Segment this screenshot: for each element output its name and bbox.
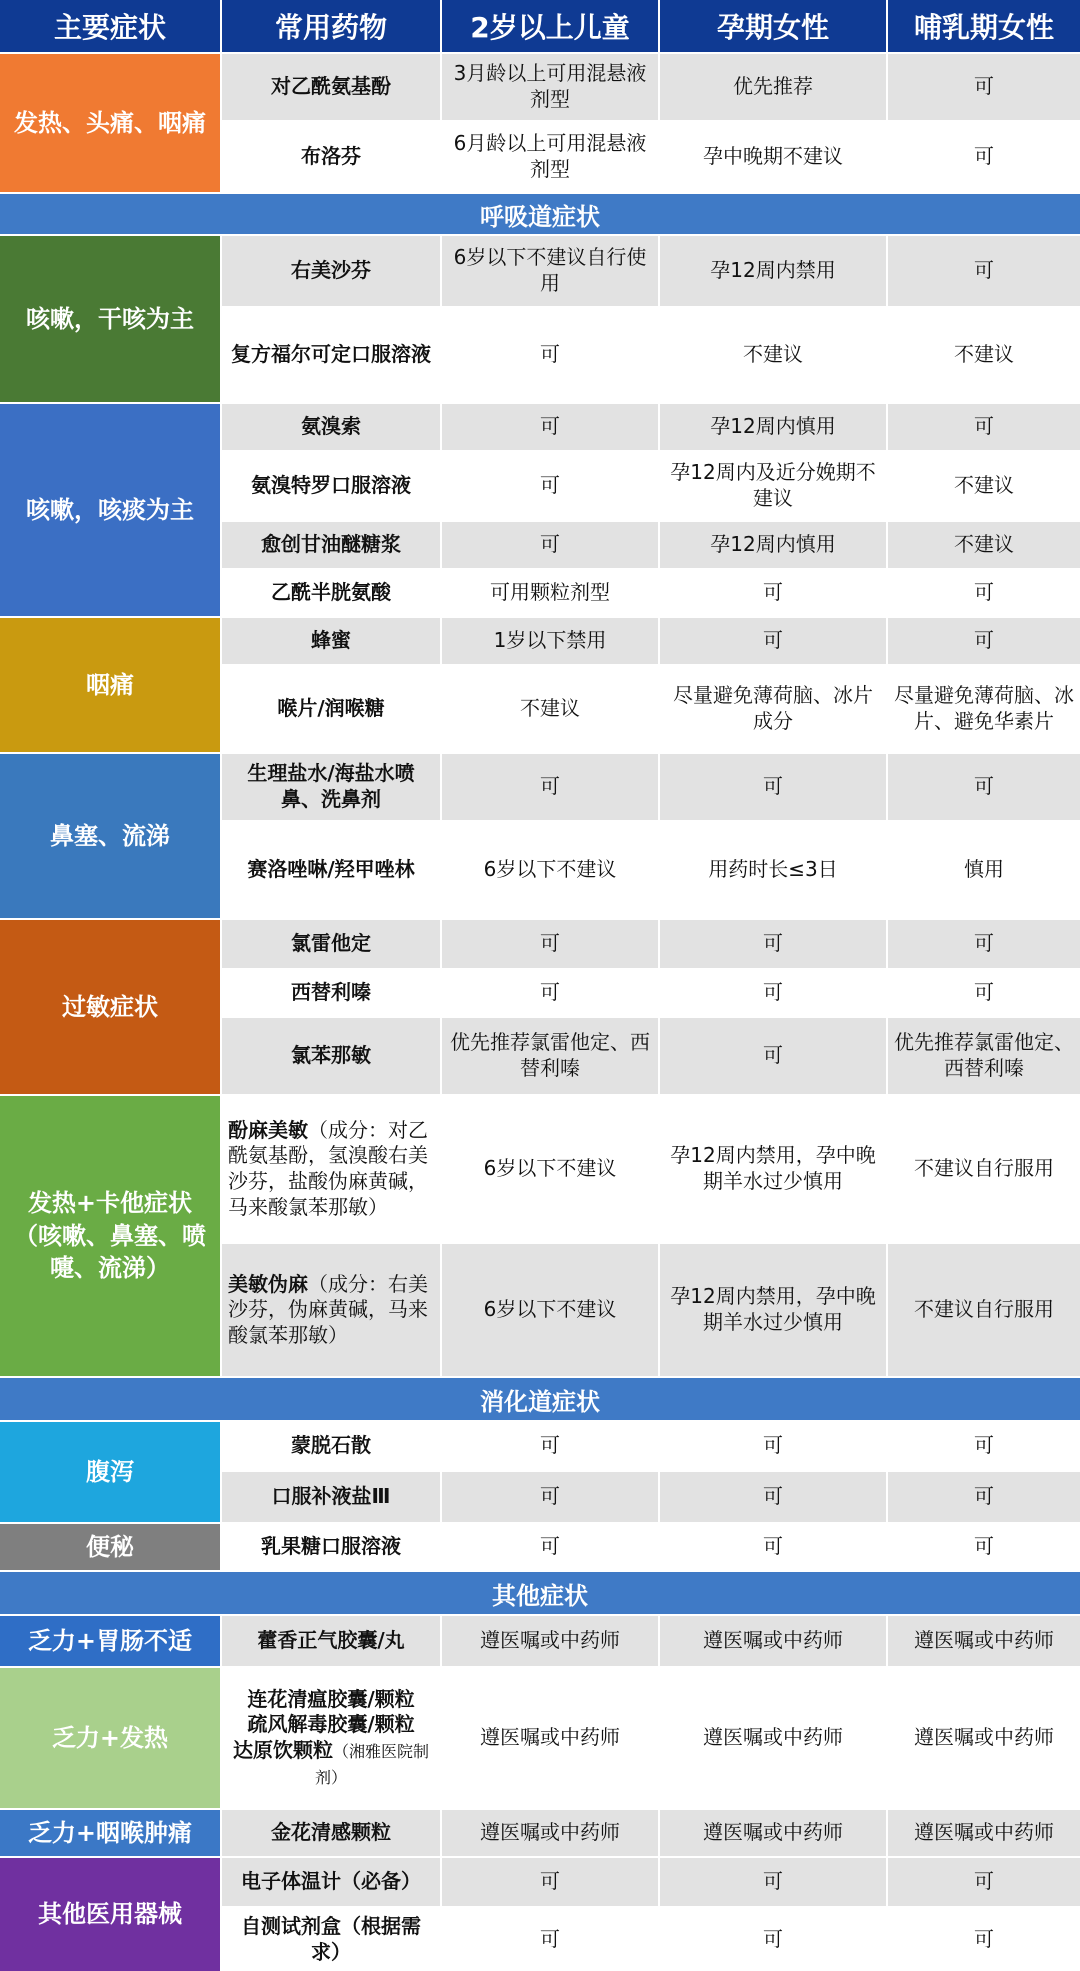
- drug-label: 喉片/润喉糖: [277, 696, 385, 721]
- drug-label: 乙酰半胱氨酸: [271, 580, 391, 605]
- lactation-cell: [888, 1614, 1080, 1666]
- pregnancy-cell: [660, 402, 888, 450]
- lactation-cell: [888, 664, 1080, 752]
- pregnancy-cell: [660, 752, 888, 820]
- drug-label: 氯雷他定: [291, 931, 371, 956]
- child-cell: [442, 1856, 660, 1906]
- header-child: [442, 0, 660, 52]
- drug-label: 美敏伪麻: [228, 1271, 308, 1296]
- pregnancy-cell-text: 孕12周内禁用，孕中晚期羊水过少慎用: [670, 1143, 876, 1193]
- drug-cell: [222, 1470, 442, 1522]
- pregnancy-cell: [660, 306, 888, 402]
- drug-label: 赛洛唑啉/羟甲唑林: [247, 857, 415, 882]
- section-respiratory: [0, 192, 1080, 234]
- pregnancy-cell-text: 孕12周内禁用: [710, 258, 836, 283]
- header-pregnant-label: 孕期女性: [716, 11, 829, 44]
- lactation-cell-text: 不建议: [954, 473, 1014, 498]
- lactation-cell-text: 慎用: [964, 857, 1004, 882]
- child-cell-text: 可: [540, 931, 560, 956]
- symptom-group: [0, 1808, 222, 1856]
- lactation-cell-text: 可: [974, 980, 994, 1005]
- drug-cell: [222, 306, 442, 402]
- drug-note: （成分：右美沙芬，伪麻黄碱，马来酸氯苯那敏）: [228, 1271, 428, 1347]
- symptom-label: 乏力+胃肠不适: [27, 1626, 193, 1655]
- section-respiratory-label: 呼吸道症状: [480, 202, 600, 231]
- lactation-cell: [888, 1016, 1080, 1094]
- drug-cell: [222, 52, 442, 120]
- lactation-cell-text: 不建议: [954, 342, 1014, 367]
- pregnancy-cell: [660, 616, 888, 664]
- symptom-group: [0, 1856, 222, 1971]
- child-cell: [442, 664, 660, 752]
- drug-line: 疏风解毒胶囊/颗粒: [247, 1712, 415, 1737]
- drug-label: 口服补液盐Ⅲ: [271, 1484, 391, 1509]
- drug-name: [228, 1118, 434, 1220]
- lactation-cell: [888, 1522, 1080, 1570]
- drug-name: [271, 580, 391, 606]
- child-cell: [442, 1906, 660, 1971]
- header-main-symptom: [0, 0, 222, 52]
- child-cell: [442, 402, 660, 450]
- child-cell-text: 可: [540, 1869, 560, 1894]
- lactation-cell: [888, 520, 1080, 568]
- drug-cell: [222, 120, 442, 192]
- symptom-label: 鼻塞、流涕: [50, 821, 170, 850]
- pregnancy-cell-text: 可: [763, 1484, 783, 1509]
- drug-name: [251, 473, 411, 499]
- child-cell: [442, 1016, 660, 1094]
- child-cell-text: 可: [540, 532, 560, 557]
- drug-name: [231, 342, 431, 368]
- header-common-drug-label: 常用药物: [274, 11, 387, 44]
- child-cell-text: 可: [540, 473, 560, 498]
- drug-cell: [222, 1906, 442, 1971]
- pregnancy-cell-text: 可: [763, 1926, 783, 1951]
- child-cell-text: 可: [540, 1433, 560, 1458]
- symptom-label: 乏力+发热: [51, 1723, 169, 1752]
- pregnancy-cell: [660, 1666, 888, 1808]
- lactation-cell: [888, 1808, 1080, 1856]
- drug-name: [291, 980, 371, 1006]
- lactation-cell-text: 可: [974, 1484, 994, 1509]
- drug-label: 右美沙芬: [291, 258, 371, 283]
- drug-name: [228, 1272, 434, 1349]
- drug-label: 氯苯那敏: [291, 1043, 371, 1068]
- child-cell: [442, 1420, 660, 1470]
- drug-cell: [222, 402, 442, 450]
- symptom-group: [0, 52, 222, 192]
- child-cell-text: 遵医嘱或中药师: [480, 1628, 620, 1653]
- pregnancy-cell: [660, 568, 888, 616]
- symptom-group: [0, 1614, 222, 1666]
- symptom-group: [0, 1522, 222, 1570]
- lactation-cell: [888, 968, 1080, 1016]
- drug-label: 氨溴索: [301, 414, 361, 439]
- drug-cell: [222, 616, 442, 664]
- drug-cell: [222, 820, 442, 918]
- child-cell-text: 可: [540, 774, 560, 799]
- child-cell: [442, 1470, 660, 1522]
- drug-name: [277, 696, 384, 722]
- child-cell: [442, 820, 660, 918]
- pregnancy-cell: [660, 1470, 888, 1522]
- drug-cell: [222, 1614, 442, 1666]
- child-cell: [442, 568, 660, 616]
- header-common-drug: [222, 0, 442, 52]
- section-other: [0, 1570, 1080, 1614]
- drug-note: （湘雅医院制剂）: [314, 1742, 429, 1787]
- pregnancy-cell: [660, 1614, 888, 1666]
- child-cell: [442, 1614, 660, 1666]
- drug-name: [291, 258, 371, 284]
- child-cell: [442, 1522, 660, 1570]
- child-cell-text: 3月龄以上可用混悬液剂型: [453, 61, 647, 111]
- child-cell-text: 可用颗粒剂型: [490, 580, 610, 605]
- section-digestive: [0, 1376, 1080, 1420]
- symptom-label: 便秘: [86, 1532, 134, 1561]
- child-cell-text: 遵医嘱或中药师: [480, 1820, 620, 1845]
- pregnancy-cell: [660, 968, 888, 1016]
- drug-name: [257, 1628, 404, 1654]
- pregnancy-cell: [660, 1094, 888, 1242]
- child-cell: [442, 1094, 660, 1242]
- drug-name: [228, 1914, 434, 1965]
- symptom-label: 腹泻: [86, 1457, 134, 1486]
- drug-name: [311, 628, 351, 654]
- child-cell-text: 6岁以下不建议自行使用: [453, 245, 647, 295]
- drug-cell: [222, 450, 442, 520]
- pregnancy-cell-text: 可: [763, 980, 783, 1005]
- drug-name: [241, 1869, 421, 1895]
- child-cell-text: 6岁以下不建议: [483, 857, 617, 882]
- lactation-cell-text: 不建议自行服用: [914, 1297, 1054, 1322]
- pregnancy-cell-text: 孕12周内及近分娩期不建议: [670, 460, 876, 510]
- drug-name: [261, 532, 401, 558]
- drug-name: [228, 761, 434, 812]
- drug-cell: [222, 1420, 442, 1470]
- child-cell: [442, 52, 660, 120]
- lactation-cell-text: 优先推荐氯雷他定、西替利嗪: [894, 1030, 1074, 1080]
- pregnancy-cell-text: 孕12周内慎用: [710, 414, 836, 439]
- pregnancy-cell: [660, 1242, 888, 1376]
- section-digestive-label: 消化道症状: [480, 1387, 600, 1416]
- pregnancy-cell: [660, 1808, 888, 1856]
- symptom-group: [0, 1420, 222, 1522]
- child-cell: [442, 752, 660, 820]
- symptom-label: 过敏症状: [62, 992, 158, 1021]
- child-cell: [442, 616, 660, 664]
- lactation-cell-text: 可: [974, 628, 994, 653]
- lactation-cell: [888, 752, 1080, 820]
- child-cell-text: 1岁以下禁用: [493, 628, 607, 653]
- drug-cell: [222, 918, 442, 968]
- lactation-cell-text: 不建议自行服用: [914, 1156, 1054, 1181]
- child-cell-text: 优先推荐氯雷他定、西替利嗪: [450, 1030, 650, 1080]
- symptom-group: [0, 234, 222, 402]
- pregnancy-cell-text: 遵医嘱或中药师: [703, 1628, 843, 1653]
- pregnancy-cell: [660, 664, 888, 752]
- child-cell: [442, 1808, 660, 1856]
- child-cell-text: 不建议: [520, 696, 580, 721]
- lactation-cell: [888, 616, 1080, 664]
- drug-line: 连花清瘟胶囊/颗粒: [247, 1686, 415, 1711]
- drug-name: [291, 931, 371, 957]
- child-cell-text: 遵医嘱或中药师: [480, 1725, 620, 1750]
- drug-cell: [222, 1094, 442, 1242]
- drug-label: 藿香正气胶囊/丸: [257, 1628, 405, 1653]
- symptom-group: [0, 402, 222, 616]
- lactation-cell: [888, 1094, 1080, 1242]
- drug-label: 生理盐水/海盐水喷鼻、洗鼻剂: [247, 761, 415, 811]
- lactation-cell-text: 可: [974, 580, 994, 605]
- symptom-label: 咽痛: [86, 670, 134, 699]
- header-lactating-label: 哺乳期女性: [913, 11, 1054, 44]
- drug-cell: [222, 568, 442, 616]
- drug-name: [272, 1484, 391, 1510]
- symptom-label: 乏力+咽喉肿痛: [27, 1818, 193, 1847]
- symptom-group: [0, 1666, 222, 1808]
- pregnancy-cell-text: 不建议: [743, 342, 803, 367]
- lactation-cell-text: 可: [974, 1926, 994, 1951]
- pregnancy-cell: [660, 1420, 888, 1470]
- pregnancy-cell-text: 可: [763, 1869, 783, 1894]
- lactation-cell: [888, 820, 1080, 918]
- drug-label: 自测试剂盒（根据需求）: [241, 1913, 421, 1964]
- drug-name: [291, 1043, 371, 1069]
- symptom-group: [0, 1094, 222, 1376]
- drug-name: [271, 74, 391, 100]
- lactation-cell: [888, 120, 1080, 192]
- drug-label: 布洛芬: [301, 144, 361, 169]
- pregnancy-cell-text: 可: [763, 931, 783, 956]
- drug-cell: [222, 520, 442, 568]
- lactation-cell-text: 可: [974, 1534, 994, 1559]
- pregnancy-cell-text: 遵医嘱或中药师: [703, 1820, 843, 1845]
- child-cell: [442, 306, 660, 402]
- pregnancy-cell-text: 孕12周内禁用，孕中晚期羊水过少慎用: [670, 1284, 876, 1334]
- child-cell-text: 6月龄以上可用混悬液剂型: [453, 131, 647, 181]
- lactation-cell: [888, 1666, 1080, 1808]
- pregnancy-cell: [660, 1906, 888, 1971]
- pregnancy-cell: [660, 120, 888, 192]
- drug-cell: [222, 1242, 442, 1376]
- pregnancy-cell: [660, 820, 888, 918]
- drug-cell: [222, 1016, 442, 1094]
- lactation-cell: [888, 402, 1080, 450]
- pregnancy-cell-text: 可: [763, 774, 783, 799]
- child-cell: [442, 1242, 660, 1376]
- drug-label: 氨溴特罗口服溶液: [251, 473, 411, 498]
- drug-cell: [222, 1666, 442, 1808]
- section-other-label: 其他症状: [492, 1581, 588, 1610]
- drug-cell: [222, 664, 442, 752]
- lactation-cell-text: 不建议: [954, 532, 1014, 557]
- lactation-cell-text: 尽量避免薄荷脑、冰片、避免华素片: [894, 683, 1074, 733]
- drug-label: 复方福尔可定口服溶液: [231, 342, 431, 367]
- drug-name: [301, 414, 361, 440]
- symptom-group: [0, 752, 222, 918]
- lactation-cell: [888, 1906, 1080, 1971]
- pregnancy-cell-text: 孕中晚期不建议: [703, 144, 843, 169]
- header-lactating: [888, 0, 1080, 52]
- lactation-cell: [888, 1420, 1080, 1470]
- pregnancy-cell-text: 可: [763, 1043, 783, 1068]
- drug-line: 达原饮颗粒: [232, 1738, 333, 1762]
- drug-cell: [222, 234, 442, 306]
- drug-label: 金花清感颗粒: [271, 1820, 391, 1845]
- drug-cell: [222, 752, 442, 820]
- pregnancy-cell-text: 优先推荐: [733, 74, 813, 99]
- drug-label: 酚麻美敏: [228, 1117, 308, 1142]
- symptom-label: 咳嗽，干咳为主: [26, 304, 194, 333]
- pregnancy-cell-text: 遵医嘱或中药师: [703, 1725, 843, 1750]
- symptom-group: [0, 616, 222, 752]
- drug-name: [271, 1820, 391, 1846]
- header-main-symptom-label: 主要症状: [53, 11, 166, 44]
- child-cell: [442, 520, 660, 568]
- header-pregnant: [660, 0, 888, 52]
- symptom-label: 发热、头痛、咽痛: [14, 108, 206, 137]
- child-cell-text: 6岁以下不建议: [483, 1156, 617, 1181]
- lactation-cell-text: 可: [974, 74, 994, 99]
- pregnancy-cell-text: 用药时长≤3日: [708, 857, 838, 882]
- pregnancy-cell-text: 尽量避免薄荷脑、冰片成分: [673, 683, 873, 733]
- lactation-cell-text: 可: [974, 774, 994, 799]
- lactation-cell: [888, 918, 1080, 968]
- drug-name: [291, 1433, 371, 1459]
- drug-label: 电子体温计（必备）: [241, 1869, 421, 1894]
- lactation-cell-text: 遵医嘱或中药师: [914, 1820, 1054, 1845]
- pregnancy-cell-text: 可: [763, 1534, 783, 1559]
- lactation-cell: [888, 568, 1080, 616]
- child-cell: [442, 968, 660, 1016]
- child-cell-text: 可: [540, 414, 560, 439]
- drug-label: 对乙酰氨基酚: [271, 74, 391, 99]
- lactation-cell: [888, 1242, 1080, 1376]
- symptom-label: 发热+卡他症状（咳嗽、鼻塞、喷嚏、流涕）: [14, 1189, 206, 1283]
- pregnancy-cell: [660, 1522, 888, 1570]
- pregnancy-cell-text: 可: [763, 580, 783, 605]
- pregnancy-cell-text: 可: [763, 1433, 783, 1458]
- drug-note: （成分：对乙酰氨基酚，氢溴酸右美沙芬，盐酸伪麻黄碱，马来酸氯苯那敏）: [228, 1117, 428, 1219]
- lactation-cell-text: 可: [974, 414, 994, 439]
- lactation-cell: [888, 52, 1080, 120]
- child-cell-text: 可: [540, 1484, 560, 1509]
- drug-name: [301, 144, 361, 170]
- child-cell-text: 可: [540, 342, 560, 367]
- child-cell: [442, 1666, 660, 1808]
- header-child-label: 2岁以上儿童: [470, 11, 630, 44]
- lactation-cell-text: 可: [974, 1433, 994, 1458]
- child-cell: [442, 120, 660, 192]
- pregnancy-cell: [660, 52, 888, 120]
- symptom-label: 咳嗽，咳痰为主: [26, 495, 194, 524]
- pregnancy-cell: [660, 1016, 888, 1094]
- drug-cell: [222, 1808, 442, 1856]
- lactation-cell-text: 可: [974, 144, 994, 169]
- pregnancy-cell-text: 可: [763, 628, 783, 653]
- child-cell-text: 可: [540, 1534, 560, 1559]
- drug-label: 乳果糖口服溶液: [261, 1534, 401, 1559]
- drug-label: 西替利嗪: [291, 980, 371, 1005]
- drug-cell: [222, 1522, 442, 1570]
- lactation-cell-text: 遵医嘱或中药师: [914, 1628, 1054, 1653]
- child-cell: [442, 450, 660, 520]
- symptom-group: [0, 918, 222, 1094]
- lactation-cell: [888, 306, 1080, 402]
- drug-name: [261, 1534, 401, 1560]
- child-cell: [442, 918, 660, 968]
- symptom-label: 其他医用器械: [38, 1900, 182, 1929]
- drug-cell: [222, 968, 442, 1016]
- lactation-cell-text: 可: [974, 258, 994, 283]
- lactation-cell: [888, 1856, 1080, 1906]
- lactation-cell-text: 可: [974, 931, 994, 956]
- child-cell-text: 可: [540, 1926, 560, 1951]
- drug-cell: [222, 1856, 442, 1906]
- lactation-cell: [888, 234, 1080, 306]
- child-cell: [442, 234, 660, 306]
- drug-name: [247, 857, 414, 883]
- lactation-cell: [888, 1470, 1080, 1522]
- lactation-cell: [888, 450, 1080, 520]
- pregnancy-cell: [660, 918, 888, 968]
- pregnancy-cell-text: 孕12周内慎用: [710, 532, 836, 557]
- drug-label: 蜂蜜: [311, 628, 351, 653]
- pregnancy-cell: [660, 450, 888, 520]
- pregnancy-cell: [660, 520, 888, 568]
- drug-label: 蒙脱石散: [291, 1433, 371, 1458]
- child-cell-text: 6岁以下不建议: [483, 1297, 617, 1322]
- pregnancy-cell: [660, 1856, 888, 1906]
- drug-name: [228, 1687, 434, 1789]
- lactation-cell-text: 可: [974, 1869, 994, 1894]
- drug-label: 愈创甘油醚糖浆: [261, 532, 401, 557]
- lactation-cell-text: 遵医嘱或中药师: [914, 1725, 1054, 1750]
- child-cell-text: 可: [540, 980, 560, 1005]
- pregnancy-cell: [660, 234, 888, 306]
